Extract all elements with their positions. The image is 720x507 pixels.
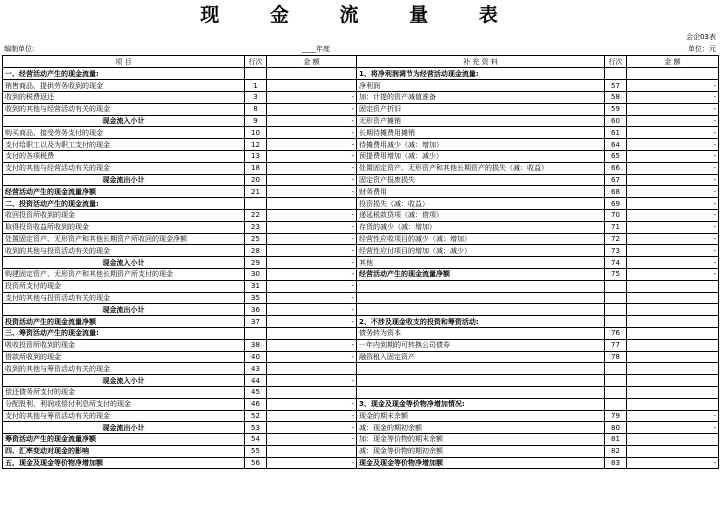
row-item: 支付的其他与经营活动有关的现金	[3, 162, 245, 174]
table-row	[3, 445, 719, 457]
row-supplementary-item	[357, 280, 605, 292]
row-supplementary-amount: -	[627, 245, 719, 257]
row-line-number: 46	[245, 398, 267, 410]
row-supplementary-amount	[627, 339, 719, 351]
row-supplementary-amount: -	[627, 139, 719, 151]
row-item: 现金流出小计	[3, 304, 245, 316]
row-amount: -	[267, 434, 357, 446]
row-amount: -	[267, 304, 357, 316]
row-supplementary-item	[357, 375, 605, 387]
row-item: 分配股利、利润或偿付利息所支付的现金	[3, 398, 245, 410]
row-supplementary-amount: -	[627, 422, 719, 434]
row-supplementary-amount: -	[627, 91, 719, 103]
table-row	[3, 398, 719, 410]
row-line-number: 28	[245, 245, 267, 257]
row-item: 支付的其他与投资活动有关的现金	[3, 292, 245, 304]
row-supplementary-amount	[627, 68, 719, 80]
row-item: 二、投资活动产生的现金流量:	[3, 198, 245, 210]
row-supplementary-item: 经营活动产生的现金流量净额	[357, 268, 605, 280]
row-supplementary-item: 现金及现金等价物净增加额	[357, 457, 605, 469]
table-row	[3, 304, 719, 316]
row-supplementary-amount: -	[627, 457, 719, 469]
row-line-number: 22	[245, 209, 267, 221]
row-supplementary-item: 经营性应收项目的减少（减：增加）	[357, 233, 605, 245]
currency-unit: 单位：元	[688, 45, 716, 53]
row-item: 取得投资收益所收到的现金	[3, 221, 245, 233]
row-amount: -	[267, 91, 357, 103]
row-amount: -	[267, 292, 357, 304]
row-supplementary-item: 一年内到期的可转换公司债券	[357, 339, 605, 351]
row-supplementary-line: 69	[605, 198, 627, 210]
row-line-number: 56	[245, 457, 267, 469]
row-supplementary-amount	[627, 445, 719, 457]
row-supplementary-item: 其他	[357, 257, 605, 269]
row-item: 投资所支付的现金	[3, 280, 245, 292]
table-row	[3, 198, 719, 210]
table-row	[3, 221, 719, 233]
row-supplementary-line: 58	[605, 91, 627, 103]
row-supplementary-amount	[627, 316, 719, 328]
row-supplementary-line: 78	[605, 351, 627, 363]
row-amount	[267, 445, 357, 457]
row-line-number: 25	[245, 233, 267, 245]
table-row	[3, 339, 719, 351]
row-supplementary-item: 现金的期末余额	[357, 410, 605, 422]
row-line-number: 53	[245, 422, 267, 434]
row-supplementary-line: 60	[605, 115, 627, 127]
row-line-number: 3	[245, 91, 267, 103]
row-amount: -	[267, 233, 357, 245]
row-supplementary-amount: -	[627, 233, 719, 245]
statement-table	[2, 55, 719, 469]
row-supplementary-line: 73	[605, 245, 627, 257]
row-line-number: 30	[245, 268, 267, 280]
table-row	[3, 162, 719, 174]
row-amount: -	[267, 150, 357, 162]
row-supplementary-amount	[627, 375, 719, 387]
row-supplementary-item: 递延税款贷项（减：借项）	[357, 209, 605, 221]
row-supplementary-item	[357, 292, 605, 304]
row-amount: -	[267, 398, 357, 410]
table-row	[3, 410, 719, 422]
row-item: 现金流入小计	[3, 375, 245, 387]
row-supplementary-line: 81	[605, 434, 627, 446]
row-amount: -	[267, 186, 357, 198]
table-row	[3, 103, 719, 115]
row-supplementary-line: 74	[605, 257, 627, 269]
row-supplementary-item: 融资租入固定资产	[357, 351, 605, 363]
header-amount-2: 金 额	[627, 56, 719, 68]
row-supplementary-amount: -	[627, 162, 719, 174]
row-line-number: 9	[245, 115, 267, 127]
row-amount: -	[267, 115, 357, 127]
row-supplementary-item	[357, 386, 605, 398]
row-line-number: 44	[245, 375, 267, 387]
row-supplementary-line	[605, 386, 627, 398]
row-supplementary-amount	[627, 398, 719, 410]
table-row	[3, 233, 719, 245]
row-item: 收到的其他与筹资活动有关的现金	[3, 363, 245, 375]
table-row	[3, 257, 719, 269]
row-supplementary-amount: -	[627, 209, 719, 221]
row-supplementary-line: 79	[605, 410, 627, 422]
row-supplementary-item: 处置固定资产、无形资产和其他长期资产的损失（减：收益）	[357, 162, 605, 174]
row-supplementary-line: 80	[605, 422, 627, 434]
table-row	[3, 91, 719, 103]
header-line: 行次	[245, 56, 267, 68]
row-supplementary-amount	[627, 292, 719, 304]
row-item: 现金流入小计	[3, 115, 245, 127]
row-item: 支付的其他与筹资活动有关的现金	[3, 410, 245, 422]
table-row	[3, 386, 719, 398]
row-amount	[267, 80, 357, 92]
row-supplementary-line: 71	[605, 221, 627, 233]
row-line-number: 36	[245, 304, 267, 316]
row-supplementary-item: 预提费用增加（减：减少）	[357, 150, 605, 162]
reporting-unit-label: 编制单位:	[4, 45, 35, 53]
row-supplementary-line	[605, 398, 627, 410]
row-item: 支付的各项税费	[3, 150, 245, 162]
info-bar	[0, 28, 720, 55]
row-supplementary-line	[605, 280, 627, 292]
table-row	[3, 292, 719, 304]
row-line-number: 37	[245, 316, 267, 328]
row-amount	[267, 363, 357, 375]
row-line-number: 21	[245, 186, 267, 198]
row-supplementary-line: 65	[605, 150, 627, 162]
row-supplementary-item: 待摊费用减少（减：增加）	[357, 139, 605, 151]
row-supplementary-line: 77	[605, 339, 627, 351]
row-supplementary-item: 加：现金等价物的期末余额	[357, 434, 605, 446]
table-row	[3, 327, 719, 339]
row-supplementary-line: 59	[605, 103, 627, 115]
row-item: 经营活动产生的现金流量净额	[3, 186, 245, 198]
row-line-number: 13	[245, 150, 267, 162]
row-amount: -	[267, 410, 357, 422]
row-line-number: 31	[245, 280, 267, 292]
row-amount: -	[267, 103, 357, 115]
row-supplementary-amount: -	[627, 115, 719, 127]
table-row	[3, 68, 719, 80]
row-item: 筹资活动产生的现金流量净额	[3, 434, 245, 446]
row-amount: -	[267, 339, 357, 351]
row-amount	[267, 327, 357, 339]
fiscal-year-label: ____年度	[302, 45, 330, 53]
row-line-number: 29	[245, 257, 267, 269]
row-supplementary-line: 70	[605, 209, 627, 221]
row-supplementary-line	[605, 304, 627, 316]
row-line-number: 54	[245, 434, 267, 446]
row-line-number: 10	[245, 127, 267, 139]
row-amount: -	[267, 457, 357, 469]
row-supplementary-amount: -	[627, 186, 719, 198]
row-line-number: 18	[245, 162, 267, 174]
row-amount: -	[267, 139, 357, 151]
row-amount: -	[267, 257, 357, 269]
row-item: 收回投资所收到的现金	[3, 209, 245, 221]
row-supplementary-item: 无形资产摊销	[357, 115, 605, 127]
row-line-number: 38	[245, 339, 267, 351]
row-item: 五、现金及现金等价物净增加额	[3, 457, 245, 469]
table-row	[3, 80, 719, 92]
row-supplementary-line: 64	[605, 139, 627, 151]
row-supplementary-item	[357, 304, 605, 316]
row-supplementary-amount	[627, 280, 719, 292]
table-row	[3, 150, 719, 162]
row-supplementary-item: 投资损失（减：收益）	[357, 198, 605, 210]
row-supplementary-item: 1、将净利润调节为经营活动现金流量:	[357, 68, 605, 80]
row-item: 现金流入小计	[3, 257, 245, 269]
row-supplementary-item: 2、不涉及现金收支的投资和筹资活动:	[357, 316, 605, 328]
row-line-number: 20	[245, 174, 267, 186]
row-amount	[267, 198, 357, 210]
table-row	[3, 351, 719, 363]
row-supplementary-line	[605, 316, 627, 328]
row-item: 四、汇率变动对现金的影响	[3, 445, 245, 457]
row-supplementary-item: 减：现金等价物的期初余额	[357, 445, 605, 457]
row-amount: -	[267, 221, 357, 233]
table-row	[3, 127, 719, 139]
row-supplementary-amount	[627, 327, 719, 339]
row-supplementary-line: 83	[605, 457, 627, 469]
row-amount: -	[267, 209, 357, 221]
row-item: 支付给职工以及为职工支付的现金	[3, 139, 245, 151]
report-title: 现 金 流 量 表	[200, 4, 520, 26]
row-supplementary-amount	[627, 351, 719, 363]
row-amount: -	[267, 351, 357, 363]
row-supplementary-item: 经营性应付项目的增加（减：减少）	[357, 245, 605, 257]
row-supplementary-item: 长期待摊费用摊销	[357, 127, 605, 139]
row-amount: -	[267, 127, 357, 139]
row-supplementary-line: 57	[605, 80, 627, 92]
row-item: 吸收投资所收到的现金	[3, 339, 245, 351]
table-header-row	[3, 56, 719, 68]
row-item: 销售商品、提供劳务收到的现金	[3, 80, 245, 92]
table-row	[3, 245, 719, 257]
row-supplementary-item	[357, 363, 605, 375]
row-supplementary-line	[605, 292, 627, 304]
row-supplementary-amount: -	[627, 127, 719, 139]
row-supplementary-amount: -	[627, 221, 719, 233]
row-item: 现金流出小计	[3, 174, 245, 186]
row-supplementary-line: 67	[605, 174, 627, 186]
row-amount: -	[267, 268, 357, 280]
row-amount: -	[267, 280, 357, 292]
row-supplementary-amount	[627, 363, 719, 375]
table-row	[3, 363, 719, 375]
row-line-number	[245, 68, 267, 80]
row-supplementary-line: 72	[605, 233, 627, 245]
table-row	[3, 280, 719, 292]
row-item: 收到的税费返还	[3, 91, 245, 103]
row-amount	[267, 386, 357, 398]
table-row	[3, 316, 719, 328]
row-item: 收到的其他与经营活动有关的现金	[3, 103, 245, 115]
row-supplementary-item: 债务转为资本	[357, 327, 605, 339]
row-item: 现金流出小计	[3, 422, 245, 434]
row-line-number: 52	[245, 410, 267, 422]
row-supplementary-amount	[627, 304, 719, 316]
row-supplementary-line: 75	[605, 268, 627, 280]
header-supplementary: 补 充 资 料	[357, 56, 605, 68]
row-supplementary-item: 加：计提的资产减值准备	[357, 91, 605, 103]
row-line-number	[245, 198, 267, 210]
table-row	[3, 457, 719, 469]
row-supplementary-amount: -	[627, 410, 719, 422]
row-amount	[267, 68, 357, 80]
row-supplementary-line: 82	[605, 445, 627, 457]
row-supplementary-item: 3、现金及现金等价物净增加情况:	[357, 398, 605, 410]
row-supplementary-line: 61	[605, 127, 627, 139]
row-item: 投资活动产生的现金流量净额	[3, 316, 245, 328]
row-item: 一、经营活动产生的现金流量:	[3, 68, 245, 80]
row-supplementary-item: 财务费用	[357, 186, 605, 198]
row-supplementary-line: 76	[605, 327, 627, 339]
row-supplementary-amount: -	[627, 150, 719, 162]
row-supplementary-amount: -	[627, 198, 719, 210]
table-row	[3, 209, 719, 221]
header-line-2: 行次	[605, 56, 627, 68]
row-supplementary-amount	[627, 434, 719, 446]
table-row	[3, 434, 719, 446]
row-line-number: 23	[245, 221, 267, 233]
row-supplementary-line	[605, 375, 627, 387]
table-row	[3, 422, 719, 434]
row-supplementary-item: 固定资产报废损失	[357, 174, 605, 186]
table-row	[3, 268, 719, 280]
row-amount: -	[267, 162, 357, 174]
row-line-number: 55	[245, 445, 267, 457]
row-supplementary-item: 减：现金的期初余额	[357, 422, 605, 434]
row-line-number: 45	[245, 386, 267, 398]
table-row	[3, 139, 719, 151]
row-supplementary-item: 存货的减少（减：增加）	[357, 221, 605, 233]
row-supplementary-item: 净利润	[357, 80, 605, 92]
row-supplementary-amount: -	[627, 174, 719, 186]
row-supplementary-item: 固定资产折旧	[357, 103, 605, 115]
row-supplementary-amount: -	[627, 257, 719, 269]
row-line-number: 1	[245, 80, 267, 92]
row-line-number: 35	[245, 292, 267, 304]
row-amount: -	[267, 375, 357, 387]
table-row	[3, 174, 719, 186]
row-supplementary-amount: -	[627, 268, 719, 280]
row-supplementary-amount: -	[627, 103, 719, 115]
row-item: 偿还债务所支付的现金	[3, 386, 245, 398]
row-item: 购买商品、接受劳务支付的现金	[3, 127, 245, 139]
row-supplementary-line	[605, 68, 627, 80]
row-item: 收到的其他与投资活动有关的现金	[3, 245, 245, 257]
row-supplementary-line: 68	[605, 186, 627, 198]
row-supplementary-amount	[627, 386, 719, 398]
header-item: 项 目	[3, 56, 245, 68]
header-amount: 金 额	[267, 56, 357, 68]
row-amount: -	[267, 316, 357, 328]
row-line-number: 43	[245, 363, 267, 375]
row-supplementary-line	[605, 363, 627, 375]
row-item: 借款所收到的现金	[3, 351, 245, 363]
row-line-number: 40	[245, 351, 267, 363]
row-item: 处置固定资产、无形资产和其他长期资产所收回的现金净额	[3, 233, 245, 245]
row-line-number: 12	[245, 139, 267, 151]
row-amount: -	[267, 422, 357, 434]
row-item: 三、筹资活动产生的现金流量:	[3, 327, 245, 339]
row-amount: -	[267, 245, 357, 257]
row-line-number	[245, 327, 267, 339]
row-supplementary-line: 66	[605, 162, 627, 174]
table-row	[3, 375, 719, 387]
row-line-number: 8	[245, 103, 267, 115]
row-item: 购建固定资产、无形资产和其他长期资产所支付的现金	[3, 268, 245, 280]
form-code: 会企03表	[686, 33, 716, 41]
table-row	[3, 186, 719, 198]
table-row	[3, 115, 719, 127]
row-amount: -	[267, 174, 357, 186]
row-supplementary-amount: -	[627, 80, 719, 92]
